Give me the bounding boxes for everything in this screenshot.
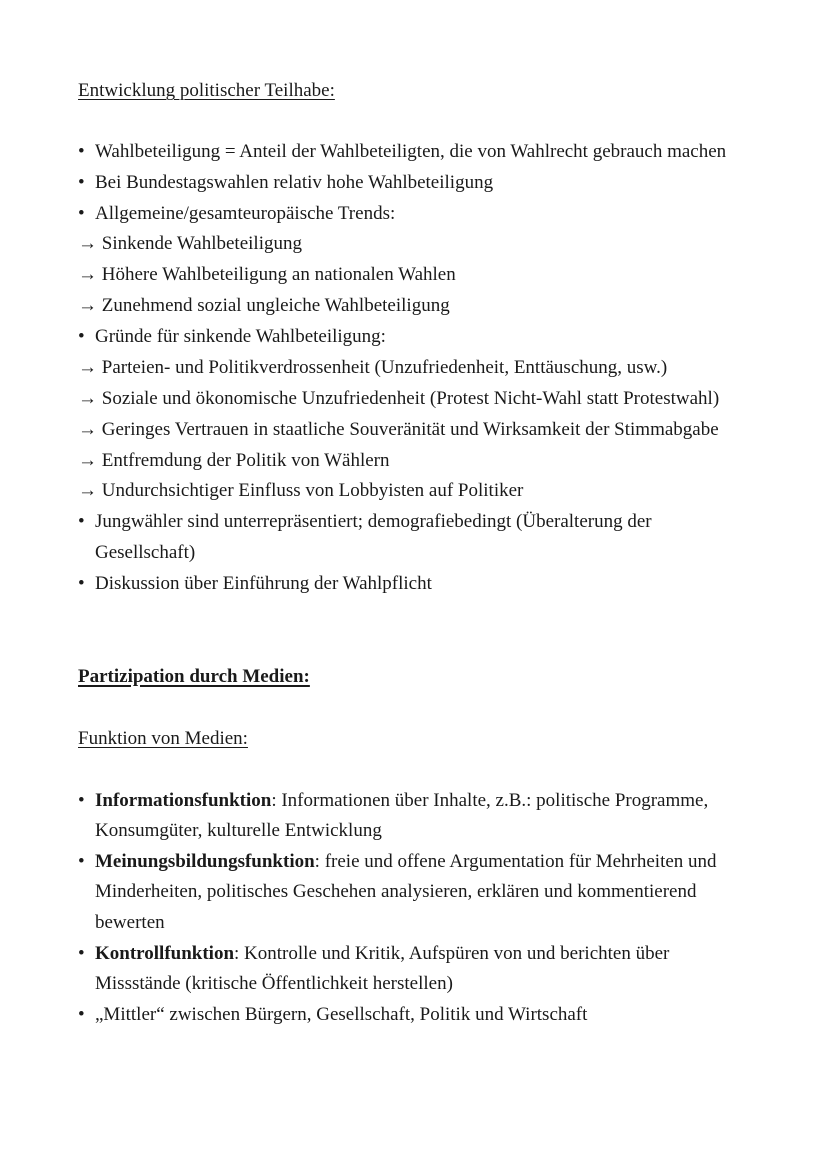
arrow-item-text: Höhere Wahlbeteiligung an nationalen Wahlen [101, 264, 456, 285]
arrow-item-text: Zunehmend sozial ungleiche Wahlbeteiligung [101, 295, 450, 316]
arrow-item-text: Parteien- und Politikverdrossenheit (Unzufriedenheit, Enttäuschung, usw.) [101, 357, 668, 378]
arrow-item [78, 387, 719, 411]
arrow-icon: → [78, 233, 97, 254]
list-item-text: : Informationen über Inhalte, z.B.: politische Programme, [271, 790, 709, 811]
list-item [78, 202, 395, 226]
list-item-text: Jungwähler sind unterrepräsentiert; demografiebedingt (Überalterung der [95, 511, 652, 532]
arrow-item [78, 479, 523, 503]
bullet-icon: • [78, 851, 85, 872]
list-item [78, 1003, 587, 1027]
arrow-item [78, 263, 456, 287]
arrow-item [78, 449, 390, 473]
list-item-term: Informationsfunktion [95, 790, 272, 811]
list-item-term: Meinungsbildungsfunktion [95, 851, 315, 872]
arrow-icon: → [78, 264, 97, 285]
list-item [78, 942, 669, 966]
arrow-icon: → [78, 450, 97, 471]
list-item-text: „Mittler“ zwischen Bürgern, Gesellschaft, Politik und Wirtschaft [95, 1004, 588, 1025]
bullet-icon: • [78, 141, 85, 162]
arrow-item [78, 356, 667, 380]
list-item [78, 572, 432, 596]
list-item [78, 140, 726, 164]
list-item-text: : freie und offene Argumentation für Mehrheiten und [314, 851, 717, 872]
bullet-icon: • [78, 1004, 85, 1025]
list-item-continuation: Minderheiten, politisches Geschehen analysieren, erklären und kommentierend [95, 881, 697, 902]
list-item [78, 789, 708, 813]
bullet-icon: • [78, 203, 85, 224]
bullet-icon: • [78, 326, 85, 347]
bullet-icon: • [78, 511, 85, 532]
list-item-text: Bei Bundestagswahlen relativ hohe Wahlbeteiligung [95, 172, 494, 193]
list-item-text: Wahlbeteiligung = Anteil der Wahlbeteiligten, die von Wahlrecht gebrauch machen [95, 141, 727, 162]
list-item-continuation: Konsumgüter, kulturelle Entwicklung [95, 820, 382, 841]
list-item-text: Diskussion über Einführung der Wahlpflicht [95, 573, 432, 594]
list-item-term: Kontrollfunktion [95, 943, 235, 964]
arrow-item-text: Undurchsichtiger Einfluss von Lobbyisten auf Politiker [101, 480, 524, 501]
list-item-continuation: Gesellschaft) [95, 542, 196, 563]
arrow-icon: → [78, 357, 97, 378]
list-item-text: : Kontrolle und Kritik, Aufspüren von und berichten über [234, 943, 670, 964]
list-item-text: Gründe für sinkende Wahlbeteiligung: [95, 326, 386, 347]
list-item [78, 510, 652, 534]
arrow-item-text: Sinkende Wahlbeteiligung [101, 233, 302, 254]
arrow-icon: → [78, 295, 97, 316]
bullet-icon: • [78, 573, 85, 594]
arrow-icon: → [78, 388, 97, 409]
list-item [78, 850, 717, 874]
arrow-item-text: Geringes Vertrauen in staatliche Souveränität und Wirksamkeit der Stimmabgabe [101, 419, 719, 440]
arrow-item-text: Soziale und ökonomische Unzufriedenheit (Protest Nicht-Wahl statt Protestwahl) [101, 388, 720, 409]
list-item-continuation: Missstände (kritische Öffentlichkeit herstellen) [95, 973, 453, 994]
bullet-icon: • [78, 172, 85, 193]
arrow-icon: → [78, 419, 97, 440]
arrow-item [78, 418, 719, 442]
arrow-item [78, 232, 302, 256]
arrow-item [78, 294, 450, 318]
subheading-funktion: Funktion von Medien: [78, 728, 248, 749]
arrow-icon: → [78, 480, 97, 501]
bullet-icon: • [78, 943, 85, 964]
list-item [78, 325, 386, 349]
arrow-item-text: Entfremdung der Politik von Wählern [101, 450, 390, 471]
list-item-text: Allgemeine/gesamteuropäische Trends: [95, 203, 396, 224]
list-item-continuation: bewerten [95, 912, 165, 933]
bullet-icon: • [78, 790, 85, 811]
section-heading-teilhabe: Entwicklung politischer Teilhabe: [78, 80, 335, 101]
section-heading-medien: Partizipation durch Medien: [78, 666, 310, 687]
list-item [78, 171, 493, 195]
